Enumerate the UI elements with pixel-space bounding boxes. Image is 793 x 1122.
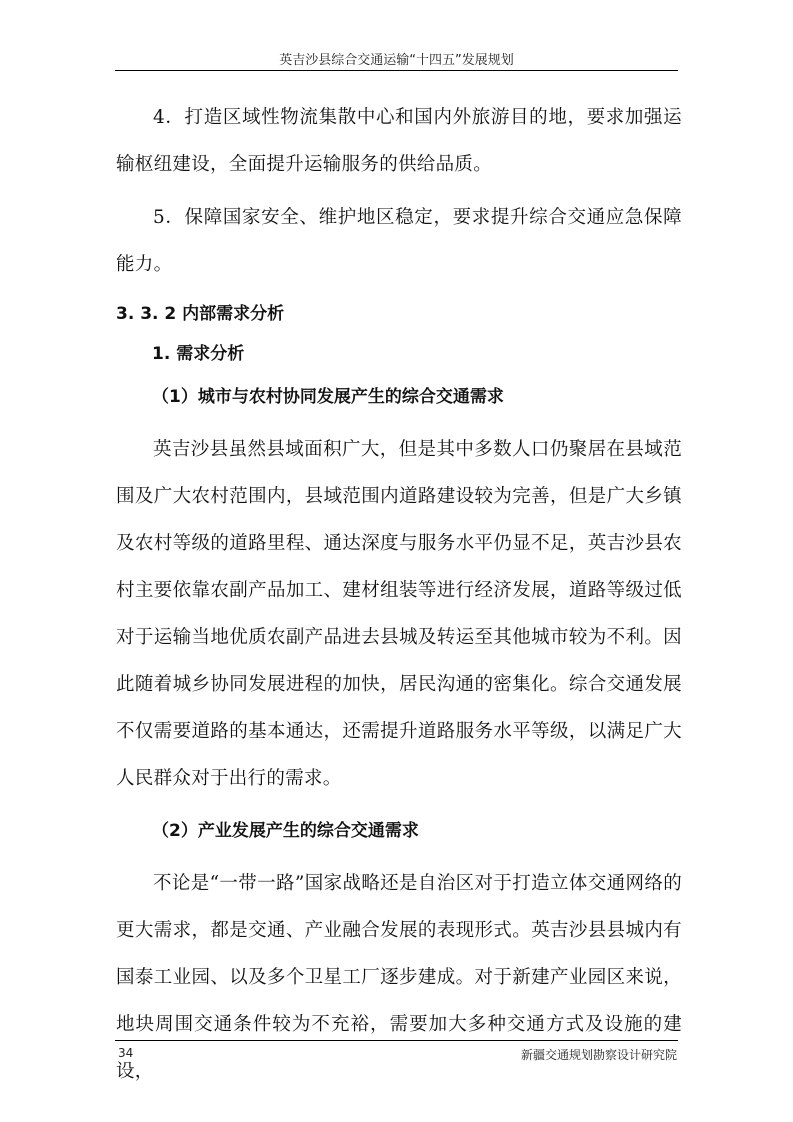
footer-divider: [115, 1040, 678, 1041]
paragraph-urban-rural: 英吉沙县虽然县域面积广大，但是其中多数人口仍聚居在县域范围及广大农村范围内，县域范围内道路建设较为完善，但是广大乡镇及农村等级的道路里程、通达深度与服务水平仍显不足，英吉沙县农村主要依靠农副产品加工、建材组装等进行经济发展，道路等级过低对于运输当地优质农副产品进去县城及转运至其他城市较为不利。因此随着城乡协同发展进程的加快，居民沟通的密集化。综合交通发展不仅需要道路的基本通达，还需提升道路服务水平等级，以满足广大人民群众对于出行的需求。: [116, 439, 682, 789]
footer-organization: 新疆交通规划勘察设计研究院: [520, 1048, 677, 1062]
page-number: 34: [118, 1046, 134, 1060]
header-divider: [115, 70, 678, 71]
subsection-heading-1: 1. 需求分析: [152, 344, 245, 364]
paragraph-item-4: 4．打造区域性物流集散中心和国内外旅游目的地，要求加强运输枢纽建设，全面提升运输服务的供给品质。: [116, 107, 682, 175]
section-heading-3-3-2: 3. 3. 2 内部需求分析: [116, 304, 285, 324]
running-header-title: 英吉沙县综合交通运输“十四五”发展规划: [279, 53, 514, 68]
paragraph-industry: 不论是“一带一路”国家战略还是自治区对于打造立体交通网络的更大需求，都是交通、产业融合发展的表现形式。英吉沙县县城内有国泰工业园、以及多个卫星工厂逐步建成。对于新建产业园区来说，地块周围交通条件较为不充裕，需要加大多种交通方式及设施的建设，: [116, 873, 682, 1082]
subheading-urban-rural: （1）城市与农村协同发展产生的综合交通需求: [152, 387, 504, 407]
page-body: [116, 94, 682, 1095]
paragraph-item-5: 5．保障国家安全、维护地区稳定，要求提升综合交通应急保障能力。: [116, 207, 682, 275]
subheading-industry: （2）产业发展产生的综合交通需求: [152, 821, 419, 841]
